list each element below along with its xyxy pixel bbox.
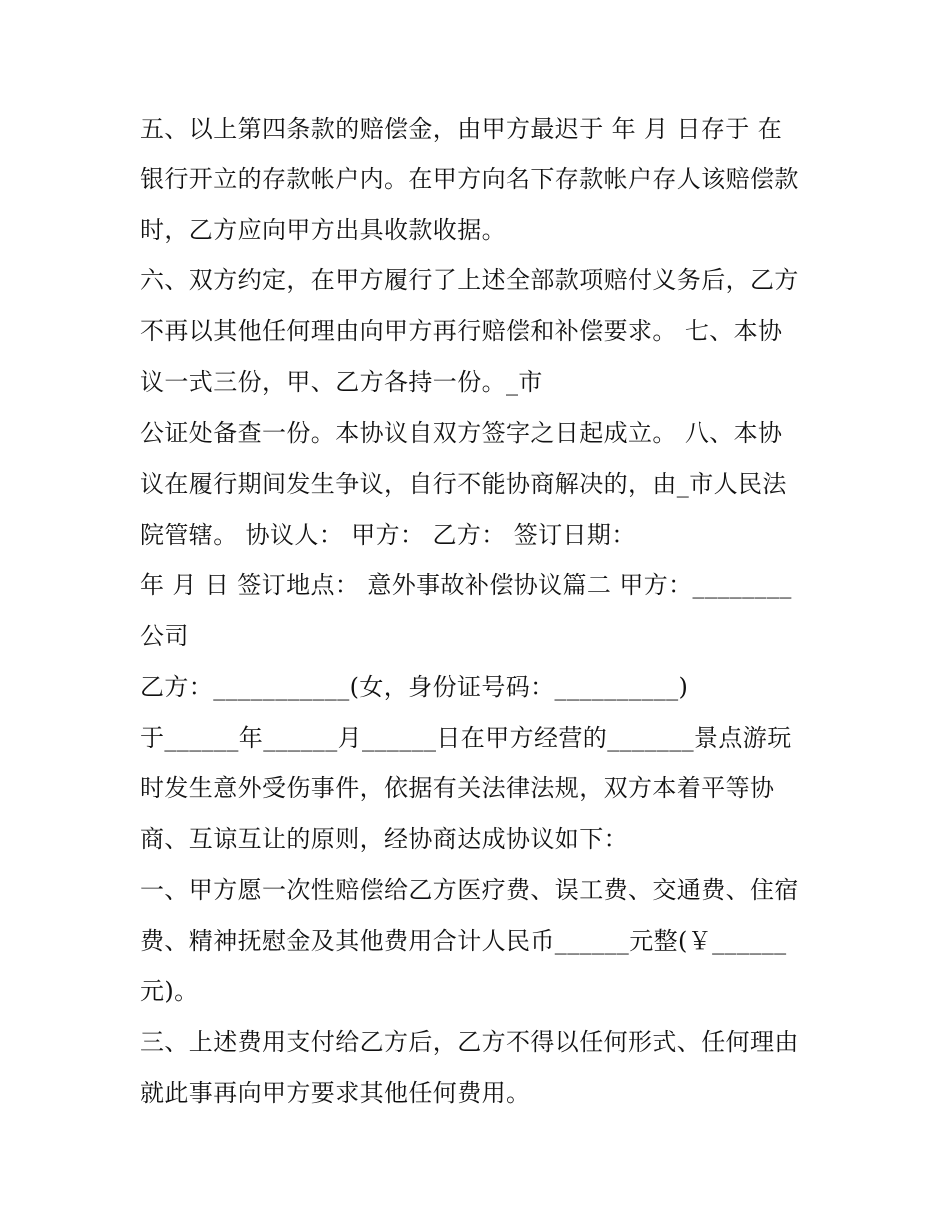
- text-line: 议在履行期间发生争议，自行不能协商解决的，由_市人民法: [140, 470, 787, 498]
- text-line: 院管辖。 协议人： 甲方： 乙方： 签订日期：: [140, 521, 636, 549]
- text-line: 银行开立的存款帐户内。在甲方向名下存款帐户存人该赔偿款: [140, 165, 799, 193]
- text-line: 商、互谅互让的原则，经协商达成协议如下：: [140, 825, 628, 853]
- text-line: 议一式三份，甲、乙方各持一份。_市: [140, 368, 543, 396]
- text-line: 公司: [140, 622, 189, 650]
- text-line: 时发生意外受伤事件，依据有关法律法规，双方本着平等协: [140, 774, 775, 802]
- text-line: 于______年______月______日在甲方经营的_______景点游玩: [140, 724, 792, 752]
- text-line: 六、双方约定，在甲方履行了上述全部款项赔付义务后，乙方: [140, 266, 799, 294]
- text-line: 五、以上第四条款的赔偿金，由甲方最迟于 年 月 日存于 在: [140, 115, 783, 143]
- text-line: 一、甲方愿一次性赔偿给乙方医疗费、误工费、交通费、住宿: [140, 876, 799, 904]
- text-line: 公证处备查一份。本协议自双方签字之日起成立。 八、本协: [140, 419, 783, 447]
- text-line: 就此事再向甲方要求其他任何费用。: [140, 1079, 531, 1107]
- text-line: 元)。: [140, 977, 199, 1005]
- text-line: 费、精神抚慰金及其他费用合计人民币______元整(￥______: [140, 927, 787, 955]
- text-line: 时，乙方应向甲方出具收款收据。: [140, 216, 506, 244]
- text-line: 三、上述费用支付给乙方后，乙方不得以任何形式、任何理由: [140, 1028, 799, 1056]
- text-line: 乙方：___________(女，身份证号码：__________): [140, 673, 689, 701]
- text-line: 不再以其他任何理由向甲方再行赔偿和补偿要求。 七、本协: [140, 317, 783, 345]
- text-line: 年 月 日 签订地点： 意外事故补偿协议篇二 甲方：________: [140, 571, 792, 599]
